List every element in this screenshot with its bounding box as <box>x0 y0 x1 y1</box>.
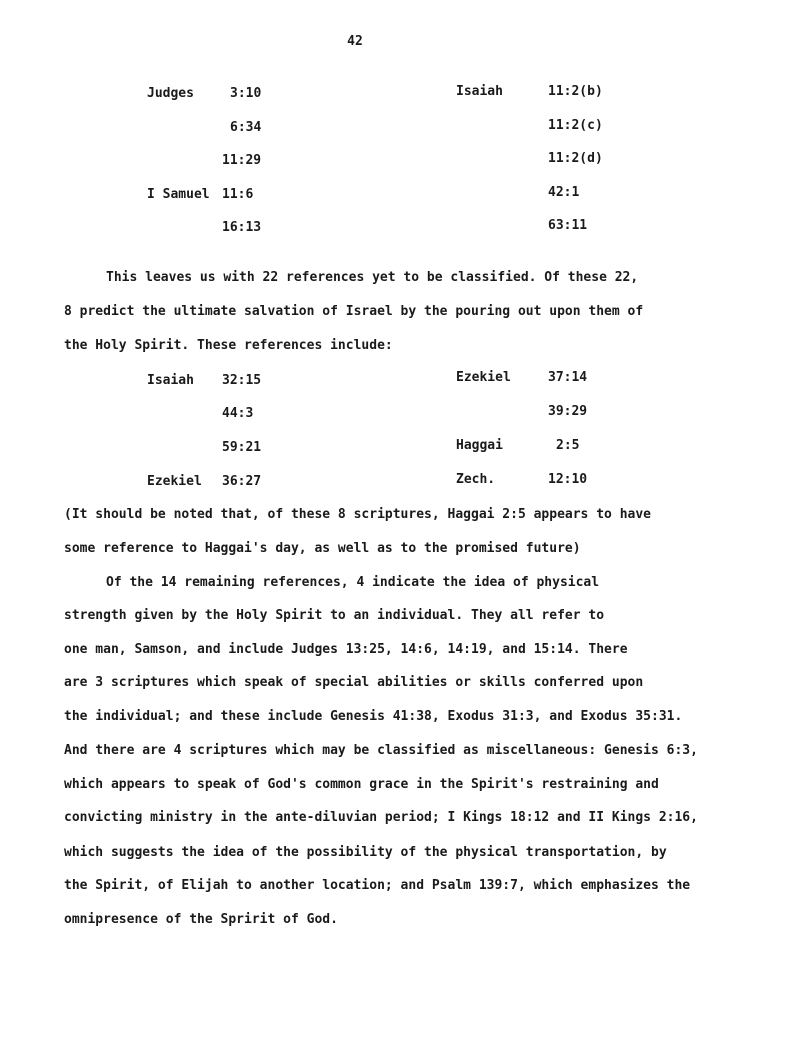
text-line: strength given by the Holy Spirit to an individual. They all refer to <box>64 608 605 623</box>
ref-isaiah-11-2b: 11:2(b) <box>548 84 603 99</box>
text-line: the Spirit, of Elijah to another location; and Psalm 139:7, which emphasizes the <box>64 878 691 893</box>
text-line: convicting ministry in the ante-diluvian period; I Kings 18:12 and II Kings 2:16, <box>64 810 698 825</box>
text-line: which appears to speak of God's common grace in the Spirit's restraining and <box>64 777 659 792</box>
ref-isaiah-11-2d: 11:2(d) <box>548 151 603 166</box>
ref-zechariah-12-10: 12:10 <box>548 472 588 487</box>
ref-samuel-16-13: 16:13 <box>222 220 262 235</box>
ref-isaiah-32-15: 32:15 <box>222 373 262 388</box>
text-line: some reference to Haggai's day, as well as to the promised future) <box>64 541 581 556</box>
text-line: the Holy Spirit. These references include: <box>64 338 393 353</box>
text-line: And there are 4 scriptures which may be classified as miscellaneous: Genesis 6:3, <box>64 743 698 758</box>
page-number: 42 <box>347 34 363 49</box>
text-line: omnipresence of the Spririt of God. <box>64 912 338 927</box>
ref-ezekiel-37-14: 37:14 <box>548 370 588 385</box>
ref-isaiah-11-2c: 11:2(c) <box>548 118 603 133</box>
text-line: (It should be noted that, of these 8 scriptures, Haggai 2:5 appears to have <box>64 507 651 522</box>
book-zechariah: Zech. <box>456 472 496 487</box>
book-ezekiel: Ezekiel <box>456 370 511 385</box>
text-line: This leaves us with 22 references yet to be classified. Of these 22, <box>106 270 639 285</box>
book-haggai: Haggai <box>456 438 503 453</box>
ref-judges-3-10: 3:10 <box>230 86 262 101</box>
ref-ezekiel-39-29: 39:29 <box>548 404 588 419</box>
ref-samuel-11-6: 11:6 <box>222 187 254 202</box>
text-line: which suggests the idea of the possibility of the physical transportation, by <box>64 845 667 860</box>
ref-judges-6-34: 6:34 <box>230 120 262 135</box>
book-isaiah: Isaiah <box>147 373 194 388</box>
book-i-samuel: I Samuel <box>147 187 210 202</box>
text-line: 8 predict the ultimate salvation of Israel by the pouring out upon them of <box>64 304 644 319</box>
ref-judges-11-29: 11:29 <box>222 153 262 168</box>
ref-haggai-2-5: 2:5 <box>556 438 580 453</box>
ref-isaiah-63-11: 63:11 <box>548 218 588 233</box>
ref-isaiah-42-1: 42:1 <box>548 185 580 200</box>
text-line: are 3 scriptures which speak of special abilities or skills conferred upon <box>64 675 644 690</box>
text-line: the individual; and these include Genesis 41:38, Exodus 31:3, and Exodus 35:31. <box>64 709 683 724</box>
ref-ezekiel-36-27: 36:27 <box>222 474 262 489</box>
book-isaiah: Isaiah <box>456 84 503 99</box>
ref-isaiah-59-21: 59:21 <box>222 440 262 455</box>
ref-isaiah-44-3: 44:3 <box>222 406 254 421</box>
book-ezekiel: Ezekiel <box>147 474 202 489</box>
text-line: Of the 14 remaining references, 4 indicate the idea of physical <box>106 575 600 590</box>
book-judges: Judges <box>147 86 194 101</box>
text-line: one man, Samson, and include Judges 13:25, 14:6, 14:19, and 15:14. There <box>64 642 628 657</box>
